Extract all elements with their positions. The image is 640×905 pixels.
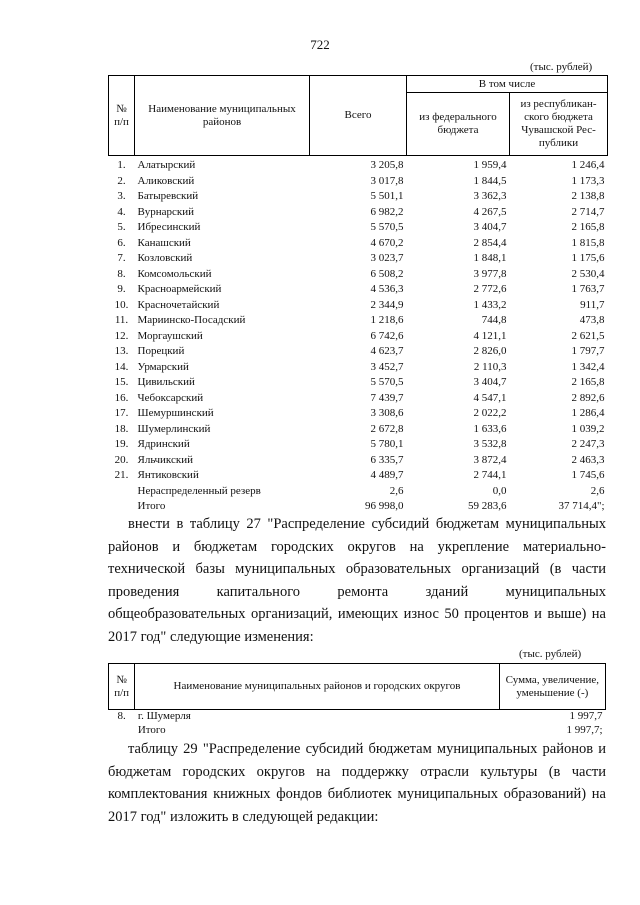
row-total: 4 489,7 bbox=[370, 469, 404, 482]
row-num: 11. bbox=[114, 314, 129, 327]
row-num: 21. bbox=[114, 469, 129, 482]
row-republic: 1 745,6 bbox=[571, 469, 605, 482]
row-total: 6 982,2 bbox=[370, 205, 404, 218]
table-row bbox=[109, 329, 608, 345]
table-row bbox=[109, 298, 608, 314]
table-row bbox=[109, 360, 608, 376]
row-total: 2 344,9 bbox=[370, 298, 404, 311]
table-row bbox=[109, 156, 608, 174]
subsidy-table bbox=[108, 75, 608, 515]
table-row bbox=[109, 174, 608, 190]
row-total: 7 439,7 bbox=[370, 391, 404, 404]
row-total: 5 501,1 bbox=[370, 190, 404, 203]
row-name: Порецкий bbox=[137, 345, 185, 358]
row-federal: 2 744,1 bbox=[473, 469, 507, 482]
row-num: 5. bbox=[117, 221, 126, 234]
row-republic: 1 246,4 bbox=[571, 159, 605, 172]
header-num: № п/п bbox=[109, 664, 135, 710]
row-total: 4 670,2 bbox=[370, 236, 404, 249]
row-republic: 1 175,6 bbox=[571, 252, 605, 265]
table-row-reserve bbox=[109, 484, 608, 500]
row-federal: 1 433,2 bbox=[473, 298, 507, 311]
header-total: Всего bbox=[310, 76, 407, 156]
row-republic: 473,8 bbox=[579, 314, 605, 327]
row-num: 7. bbox=[117, 252, 126, 265]
row-federal: 3 404,7 bbox=[473, 221, 507, 234]
row-total: 2,6 bbox=[389, 484, 404, 497]
row-name: Янтиковский bbox=[137, 469, 199, 482]
row-num: 13. bbox=[114, 345, 129, 358]
table-row bbox=[109, 236, 608, 252]
table-row bbox=[109, 344, 608, 360]
row-name: Мариинско-Посадский bbox=[137, 314, 246, 327]
row-republic: 1 797,7 bbox=[571, 345, 605, 358]
row-num: 8. bbox=[117, 710, 126, 723]
row-name: Комсомольский bbox=[137, 267, 212, 280]
row-name: Алатырский bbox=[137, 159, 196, 172]
row-republic: 2 463,3 bbox=[571, 453, 605, 466]
header-num: № п/п bbox=[109, 76, 135, 156]
table-row bbox=[109, 282, 608, 298]
header-federal: из федерального бюджета bbox=[407, 93, 510, 156]
row-num: 18. bbox=[114, 422, 129, 435]
row-name: Красноармейский bbox=[137, 283, 222, 296]
row-name: г. Шумерля bbox=[137, 710, 191, 723]
row-total: 6 335,7 bbox=[370, 453, 404, 466]
row-name: Моргаушский bbox=[137, 329, 203, 342]
row-total: 3 023,7 bbox=[370, 252, 404, 265]
row-num: 16. bbox=[114, 391, 129, 404]
table-row bbox=[109, 205, 608, 221]
row-num: 15. bbox=[114, 376, 129, 389]
row-name: Вурнарский bbox=[137, 205, 194, 218]
row-federal: 4 121,1 bbox=[473, 329, 507, 342]
page-number: 722 bbox=[310, 37, 330, 52]
row-republic: 2 138,8 bbox=[571, 190, 605, 203]
row-republic: 37 714,4"; bbox=[558, 500, 605, 513]
row-federal: 3 532,8 bbox=[473, 438, 507, 451]
row-total: 1 218,6 bbox=[370, 314, 404, 327]
row-name: Цивильский bbox=[137, 376, 195, 389]
row-federal: 1 844,5 bbox=[473, 174, 507, 187]
table1-units: (тыс. рублей) bbox=[530, 61, 593, 73]
header-name: Наименование муниципальных районов bbox=[135, 76, 310, 156]
row-num bbox=[109, 484, 135, 500]
table-row bbox=[109, 220, 608, 236]
table-row bbox=[109, 313, 608, 329]
row-total: 3 452,7 bbox=[370, 360, 404, 373]
row-num: 20. bbox=[114, 453, 129, 466]
row-republic: 1 342,4 bbox=[571, 360, 605, 373]
row-total: 4 623,7 bbox=[370, 345, 404, 358]
paragraph-table29 bbox=[108, 738, 606, 828]
table-row bbox=[109, 267, 608, 283]
row-republic: 2 892,6 bbox=[571, 391, 605, 404]
row-total: 5 570,5 bbox=[370, 376, 404, 389]
row-total: 96 998,0 bbox=[365, 500, 404, 513]
row-name: Канашский bbox=[137, 236, 191, 249]
header-republic: из республикан-ского бюджета Чувашской Рес-публики bbox=[510, 93, 608, 156]
row-federal: 3 872,4 bbox=[473, 453, 507, 466]
row-num: 14. bbox=[114, 360, 129, 373]
row-total: 6 742,6 bbox=[370, 329, 404, 342]
row-num: 1. bbox=[117, 159, 126, 172]
row-republic: 1 173,3 bbox=[571, 174, 605, 187]
row-republic: 2 247,3 bbox=[571, 438, 605, 451]
row-total: 5 780,1 bbox=[370, 438, 404, 451]
row-name: Красночетайский bbox=[137, 298, 220, 311]
row-federal: 1 848,1 bbox=[473, 252, 507, 265]
row-sum: 1 997,7; bbox=[566, 723, 603, 736]
row-num: 6. bbox=[117, 236, 126, 249]
table-row bbox=[109, 251, 608, 267]
row-republic: 2 165,8 bbox=[571, 221, 605, 234]
row-name: Урмарский bbox=[137, 360, 189, 373]
row-federal: 744,8 bbox=[481, 314, 507, 327]
table-row bbox=[109, 468, 608, 484]
row-name: Итого bbox=[137, 723, 166, 736]
row-num: 8. bbox=[117, 267, 126, 280]
row-num bbox=[109, 724, 135, 738]
row-federal: 2 826,0 bbox=[473, 345, 507, 358]
row-num: 12. bbox=[114, 329, 129, 342]
table-row bbox=[109, 710, 606, 724]
table-row bbox=[109, 391, 608, 407]
paragraph-text: внести в таблицу 27 "Распределение субсидий бюджетам муниципальных районов и бюджетам городских округов на укрепление материально-технической базы муниципальных образовательных организаций (в части проведения капитального ремонта зданий муниципальных общеобразовательных организаций, имеющих износ 50 процентов и выше) на 2017 год" следующие изменения: bbox=[108, 516, 606, 645]
row-name: Итого bbox=[137, 500, 166, 513]
row-num: 2. bbox=[117, 174, 126, 187]
row-federal: 1 959,4 bbox=[473, 159, 507, 172]
table-row bbox=[109, 375, 608, 391]
row-total: 3 017,8 bbox=[370, 174, 404, 187]
row-total: 3 308,6 bbox=[370, 407, 404, 420]
paragraph-table27 bbox=[108, 513, 606, 648]
row-total: 6 508,2 bbox=[370, 267, 404, 280]
row-num: 17. bbox=[114, 407, 129, 420]
header-sum: Сумма, увеличение, уменьшение (-) bbox=[499, 664, 605, 710]
table-row-total bbox=[109, 724, 606, 738]
row-republic: 2,6 bbox=[590, 484, 605, 497]
row-total: 4 536,3 bbox=[370, 283, 404, 296]
header-name: Наименование муниципальных районов и городских округов bbox=[135, 664, 499, 710]
row-republic: 1 815,8 bbox=[571, 236, 605, 249]
row-republic: 2 530,4 bbox=[571, 267, 605, 280]
row-sum: 1 997,7 bbox=[569, 710, 603, 723]
row-name: Нераспределенный резерв bbox=[137, 484, 261, 497]
row-federal: 2 772,6 bbox=[473, 283, 507, 296]
table2-units: (тыс. рублей) bbox=[519, 648, 582, 660]
row-federal: 4 547,1 bbox=[473, 391, 507, 404]
row-num: 4. bbox=[117, 205, 126, 218]
row-federal: 59 283,6 bbox=[468, 500, 507, 513]
row-republic: 2 621,5 bbox=[571, 329, 605, 342]
row-federal: 2 854,4 bbox=[473, 236, 507, 249]
row-republic: 1 763,7 bbox=[571, 283, 605, 296]
row-num: 3. bbox=[117, 190, 126, 203]
row-federal: 2 110,3 bbox=[473, 360, 507, 373]
table-row bbox=[109, 189, 608, 205]
row-name: Шумерлинский bbox=[137, 422, 211, 435]
row-num: 10. bbox=[114, 298, 129, 311]
row-republic: 2 714,7 bbox=[571, 205, 605, 218]
row-name: Ибресинский bbox=[137, 221, 201, 234]
row-num: 9. bbox=[117, 283, 126, 296]
row-total: 2 672,8 bbox=[370, 422, 404, 435]
row-republic: 1 039,2 bbox=[571, 422, 605, 435]
row-num: 19. bbox=[114, 438, 129, 451]
row-republic: 911,7 bbox=[580, 298, 605, 311]
header-including: В том числе bbox=[407, 76, 608, 93]
row-name: Шемуршинский bbox=[137, 407, 214, 420]
row-name: Аликовский bbox=[137, 174, 195, 187]
row-name: Яльчикский bbox=[137, 453, 193, 466]
paragraph-text: таблицу 29 "Распределение субсидий бюджетам муниципальных районов и бюджетам городских округов на поддержку отрасли культуры (в части комплектования книжных фондов библиотек муниципальных образований) на 2017 год" изложить в следующей редакции: bbox=[108, 741, 606, 825]
row-federal: 2 022,2 bbox=[473, 407, 507, 420]
row-republic: 1 286,4 bbox=[571, 407, 605, 420]
row-total: 3 205,8 bbox=[370, 159, 404, 172]
row-republic: 2 165,8 bbox=[571, 376, 605, 389]
row-federal: 0,0 bbox=[492, 484, 507, 497]
table-row bbox=[109, 437, 608, 453]
row-federal: 3 404,7 bbox=[473, 376, 507, 389]
row-federal: 1 633,6 bbox=[473, 422, 507, 435]
row-name: Чебоксарский bbox=[137, 391, 204, 404]
row-federal: 4 267,5 bbox=[473, 205, 507, 218]
row-name: Ядринский bbox=[137, 438, 190, 451]
row-total: 5 570,5 bbox=[370, 221, 404, 234]
row-federal: 3 977,8 bbox=[473, 267, 507, 280]
table-row bbox=[109, 453, 608, 469]
table-row bbox=[109, 422, 608, 438]
row-name: Батыревский bbox=[137, 190, 199, 203]
row-federal: 3 362,3 bbox=[473, 190, 507, 203]
row-name: Козловский bbox=[137, 252, 193, 265]
table-row bbox=[109, 406, 608, 422]
changes-table bbox=[108, 663, 606, 737]
